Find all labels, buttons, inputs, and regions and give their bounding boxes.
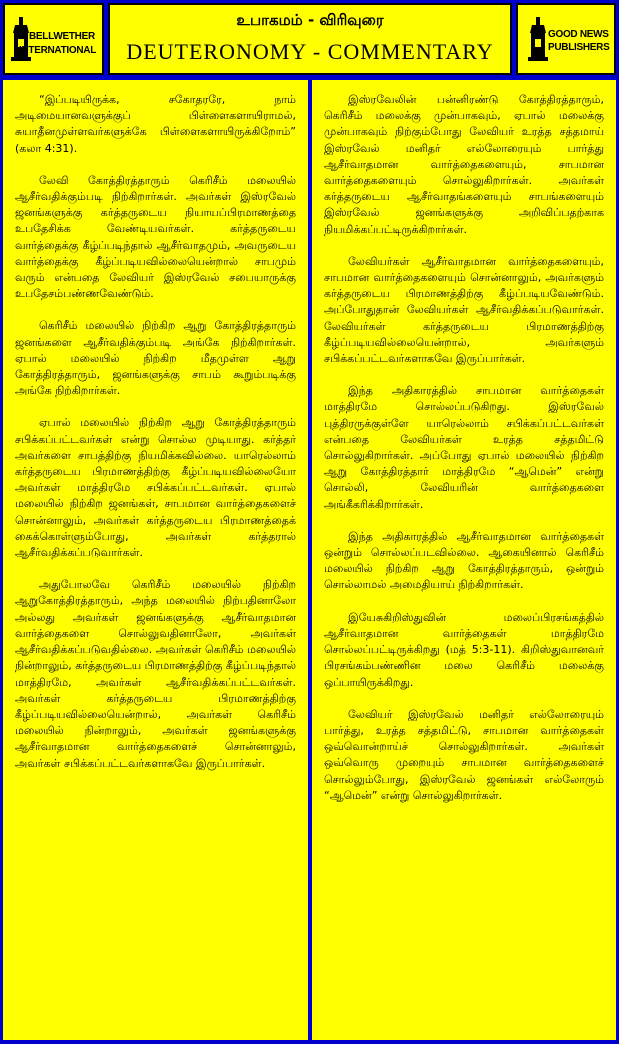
title-box <box>108 3 512 75</box>
paragraph: லேவியர் இஸ்ரவேல் மனிதர் எல்லோரையும் பார்த்து, உரத்த சத்தமிட்டு, சாபமான வார்த்தைகள் ஒவ்வொன்றாய்ச் சொல்லுகிறார்கள். அவர்கள் ஒவ்வொரு முறையும் சாபமான வார்த்தைகளைச் சொல்லும்போது, இஸ்ரவேல் ஜனங்கள் எல்லோரும் “ஆமென்” என்று சொல்லுகிறார்கள். <box>324 707 604 802</box>
paragraph: இந்த அதிகாரத்தில் சாபமான வார்த்தைகள் மாத்திரமே சொல்லப்படுகிறது. இஸ்ரவேல் புத்திரருக்குள்ளே யாரெல்லாம் சபிக்கப்பட்டவர்கள் என்பதை லேவியர்கள் உரத்த சத்தமிட்டு சொல்லுகிறார்கள். அப்போது ஏபால் மலையில் நிற்கிற ஆறு கோத்திரத்தார் மாத்திரமே “ஆமென்” என்று சொல்லி, லேவியரின் வார்த்தைகளை அங்கீகரிக்கிறார்கள். <box>324 384 604 511</box>
paragraph: இஸ்ரவேலின் பன்னிரண்டு கோத்திரத்தாரும், கெரிசீம் மலைக்கு முன்பாகவும், ஏபால் மலைக்கு முன்பாகவும் நிற்கும்போது லேவியர் உரத்த சத்தமாய் இஸ்ரவேல் மனிதர் எல்லோரையும் பார்த்து ஆசீர்வாதமான வார்த்தைகளையும், சாபமான வார்த்தைகளையும் சொல்லுகிறார்கள். அவர்கள் கர்த்தருடைய ஆசீர்வாதங்களையும் சாபங்களையும் இஸ்ரவேல் ஜனங்களுக்கு அறிவிப்பதற்காக நியமிக்கப்பட்டிருக்கிறார்கள். <box>324 93 604 236</box>
paragraph: லேவியர்கள் ஆசீர்வாதமான வார்த்தைகளையும், சாபமான வார்த்தைகளையும் சொன்னாலும், அவர்களும் கர்த்தருடைய பிரமாணத்திற்கு கீழ்ப்படியவேண்டும். அப்போதுதான் லேவியர்கள் ஆசீர்வதிக்கப்படுவார்கள். லேவியர்கள் கர்த்தருடைய பிரமாணத்திற்கு கீழ்ப்படியவில்லையென்றால், அவர்களும் சபிக்கப்பட்டவர்களாகவே இருப்பார்கள். <box>324 254 604 366</box>
paragraph: லேவி கோத்திரத்தாரும் கெரிசீம் மலையில் ஆசீர்வதிக்கும்படி நிற்கிறார்கள். அவர்கள் இஸ்ரவேல் ஜனங்களுக்கு கர்த்தருடைய நியாயப்பிரமாணத்தை உபதேசிக்க வேண்டியவர்கள். கர்த்தருடைய வார்த்தைக்கு கீழ்ப்படிந்தால் ஆசீர்வாதமும், அவருடைய வார்த்தைக்கு கீழ்ப்படியவில்லையென்றால் சாபமும் வரும் என்பதை லேவியர் இஸ்ரவேல் சபையாருக்கு உபதேசம்பண்ணவேண்டும். <box>15 173 296 301</box>
bell-tower-icon <box>528 17 548 61</box>
right-column <box>312 80 616 1040</box>
paragraph: அதுபோலவே கெரிசீம் மலையில் நிற்கிற ஆறுகோத்திரத்தாரும், அந்த மலையில் நிற்பதினாலோ அல்லது அவர்கள் ஜனங்களுக்கு ஆசீர்வாதமான வார்த்தைகளை சொல்லுவதினாலோ, அவர்கள் ஆசீர்வதிக்கப்படுவதில்லை. அவர்கள் கெரிசீம் மலையில் நின்றாலும், கர்த்தருடைய பிரமாணத்திற்கு கீழ்ப்படிந்தால் மாத்திரமே, அவர்கள் ஆசீர்வதிக்கப்பட்டவர்கள். அவர்கள் கர்த்தருடைய பிரமாணத்திற்கு கீழ்ப்படியவில்லையென்றால், அவர்கள் கெரிசீம் மலையில் நின்றாலும், அவர்கள் ஜனங்களுக்கு ஆசீர்வாதமான வார்த்தைகளைச் சொன்னாலும், அவர்கள் சபிக்கப்பட்டவர்களாகவே இருப்பார்கள். <box>15 578 296 770</box>
header <box>3 3 616 75</box>
paragraph: கெரிசீம் மலையில் நிற்கிற ஆறு கோத்திரத்தாரும் ஜனங்களை ஆசீர்வதிக்கும்படி அங்கே நிற்கிறார்கள். ஏபால் மலையில் நிற்கிற மீதமுள்ள ஆறு கோத்திரத்தாரும், ஜனங்களுக்கு சாபம் கூறும்படிக்கு அங்கே நிற்கிறார்கள். <box>15 319 296 398</box>
left-column <box>3 80 308 1040</box>
logo-left-line1: BELLWETHER <box>29 31 95 42</box>
paragraph: இயேசுகிறிஸ்துவின் மலைப்பிரசங்கத்தில் ஆசீர்வாதமான வார்த்தைகள் மாத்திரமே சொல்லப்பட்டிருக்கிறது (மத் 5:3-11). கிறிஸ்துவானவர் பிரசங்கம்பண்ணின மலை கெரிசீம் மலைக்கு ஒப்பாயிருக்கிறது. <box>324 610 604 689</box>
paragraph: இந்த அதிகாரத்தில் ஆசீர்வாதமான வார்த்தைகள் ஒன்றும் சொல்லப்படவில்லை. ஆகையினால் கெரிசீம் மலையில் நிற்கிற ஆறு கோத்திரத்தாரும், ஒன்றும் சொல்லாமல் அமைதியாய் நிற்கிறார்கள். <box>324 529 604 592</box>
paragraph: ஏபால் மலையில் நிற்கிற ஆறு கோத்திரத்தாரும் சபிக்கப்பட்டவர்கள் என்று சொல்ல முடியாது. கர்த்தர் அவர்களை சாபத்திற்கு நியமிக்கவில்லை. யாரெல்லாம் கர்த்தருடைய பிரமாணத்திற்கு கீழ்ப்படியவில்லையோ அவர்கள் மாத்திரமே சபிக்கப்பட்டவர்கள். ஏபால் மலையில் நிற்கிற ஜனங்கள், சாபமான வார்த்தைகளைச் சொன்னாலும், அவர்கள் கர்த்தருடைய பிரமாணத்தைக் கைக்கொள்ளும்போது, அவர்கள் கர்த்தரால் ஆசீர்வதிக்கப்படுவார்கள். <box>15 416 296 560</box>
logo-right-line2: PUBLISHERS <box>548 42 610 53</box>
bellwether-logo <box>3 3 104 75</box>
title-english: DEUTERONOMY - COMMENTARY <box>126 39 494 64</box>
goodnews-logo <box>516 3 616 75</box>
logo-left-line2: INTERNATIONAL <box>19 45 97 56</box>
title-tamil: உபாகமம் - விரிவுரை <box>236 11 384 29</box>
paragraph: “இப்படியிருக்க, சகோதரரே, நாம் அடிமையானவளுக்குப் பிள்ளைகளாயிராமல், சுயாதீனமுள்ளவர்களுக்கே பிள்ளைகளாயிருக்கிறோம்” (கலா 4:31). <box>15 93 296 155</box>
logo-right-line1: GOOD NEWS <box>548 29 609 40</box>
